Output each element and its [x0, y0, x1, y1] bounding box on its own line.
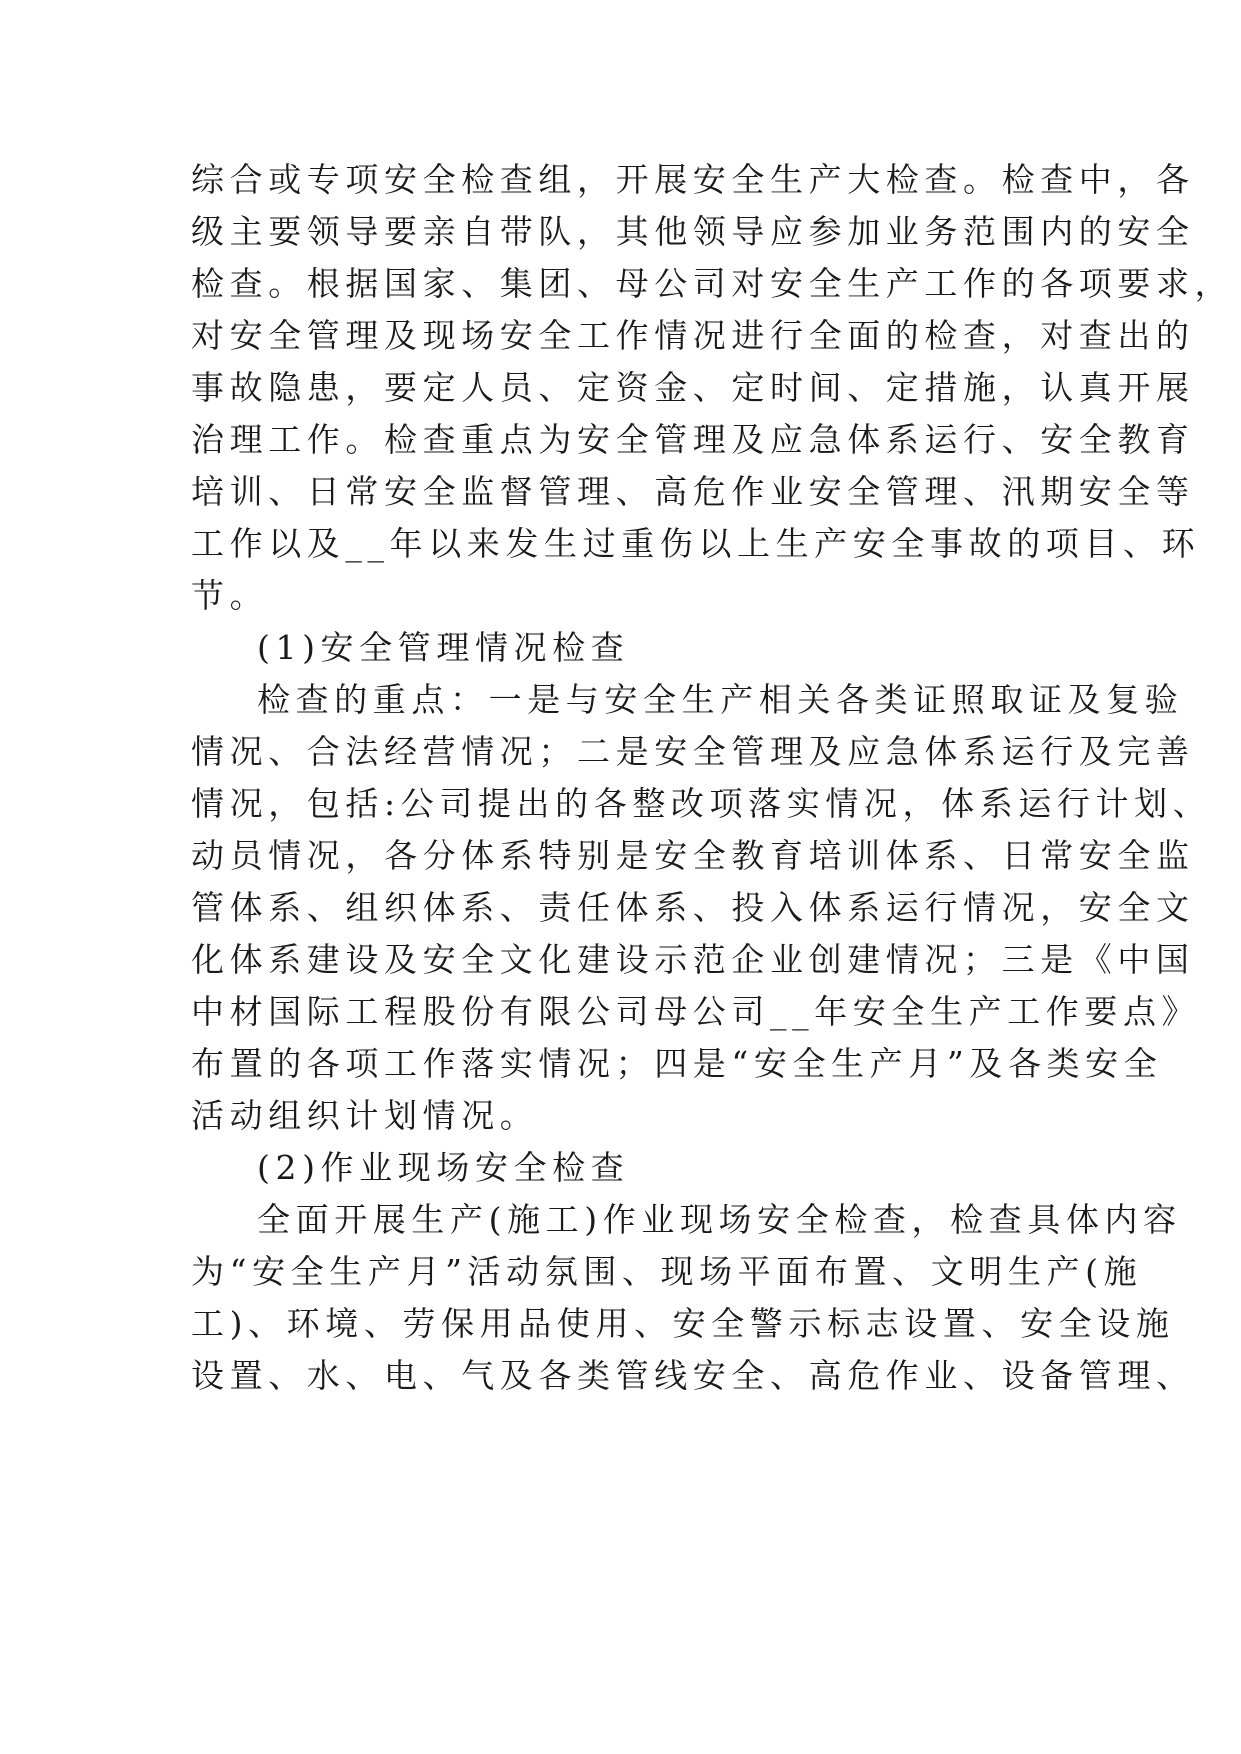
section-heading-1: (1)安全管理情况检查: [257, 628, 630, 667]
paragraph-1-line-1: 综合或专项安全检查组，开展安全生产大检查。检查中，各: [191, 160, 1195, 199]
paragraph-1-line-5: 事故隐患，要定人员、定资金、定时间、定措施，认真开展: [191, 368, 1195, 407]
paragraph-1-line-7: 培训、日常安全监督管理、高危作业安全管理、汛期安全等: [191, 472, 1195, 511]
paragraph-3-line-1: 全面开展生产(施工)作业现场安全检查，检查具体内容: [257, 1200, 1182, 1239]
paragraph-1-line-6: 治理工作。检查重点为安全管理及应急体系运行、安全教育: [191, 420, 1195, 459]
paragraph-2-line-7: 中材国际工程股份有限公司母公司__年安全生产工作要点》: [191, 992, 1201, 1031]
section-heading-2: (2)作业现场安全检查: [257, 1148, 630, 1187]
paragraph-1-line-8: 工作以及__年以来发生过重伤以上生产安全事故的项目、环: [191, 524, 1201, 563]
paragraph-3-line-4: 设置、水、电、气及各类管线安全、高危作业、设备管理、: [191, 1356, 1195, 1395]
paragraph-2-line-6: 化体系建设及安全文化建设示范企业创建情况；三是《中国: [191, 940, 1195, 979]
paragraph-2-line-2: 情况、合法经营情况；二是安全管理及应急体系运行及完善: [191, 732, 1195, 771]
paragraph-2-line-3: 情况，包括:公司提出的各整改项落实情况，体系运行计划、: [191, 784, 1212, 823]
paragraph-2-line-1: 检查的重点：一是与安全生产相关各类证照取证及复验: [257, 680, 1184, 719]
paragraph-2-line-5: 管体系、组织体系、责任体系、投入体系运行情况，安全文: [191, 888, 1195, 927]
paragraph-1-line-9: 节。: [191, 576, 269, 615]
paragraph-2-line-8: 布置的各项工作落实情况；四是“安全生产月”及各类安全: [191, 1044, 1163, 1083]
paragraph-2-line-9: 活动组织计划情况。: [191, 1096, 539, 1135]
paragraph-1-line-4: 对安全管理及现场安全工作情况进行全面的检查，对查出的: [191, 316, 1195, 355]
paragraph-3-line-2: 为“安全生产月”活动氛围、现场平面布置、文明生产(施: [191, 1252, 1143, 1291]
paragraph-1-line-3: 检查。根据国家、集团、母公司对安全生产工作的各项要求，: [191, 264, 1234, 303]
paragraph-1-line-2: 级主要领导要亲自带队，其他领导应参加业务范围内的安全: [191, 212, 1195, 251]
paragraph-2-line-4: 动员情况，各分体系特别是安全教育培训体系、日常安全监: [191, 836, 1195, 875]
paragraph-3-line-3: 工)、环境、劳保用品使用、安全警示标志设置、安全设施: [191, 1304, 1175, 1343]
